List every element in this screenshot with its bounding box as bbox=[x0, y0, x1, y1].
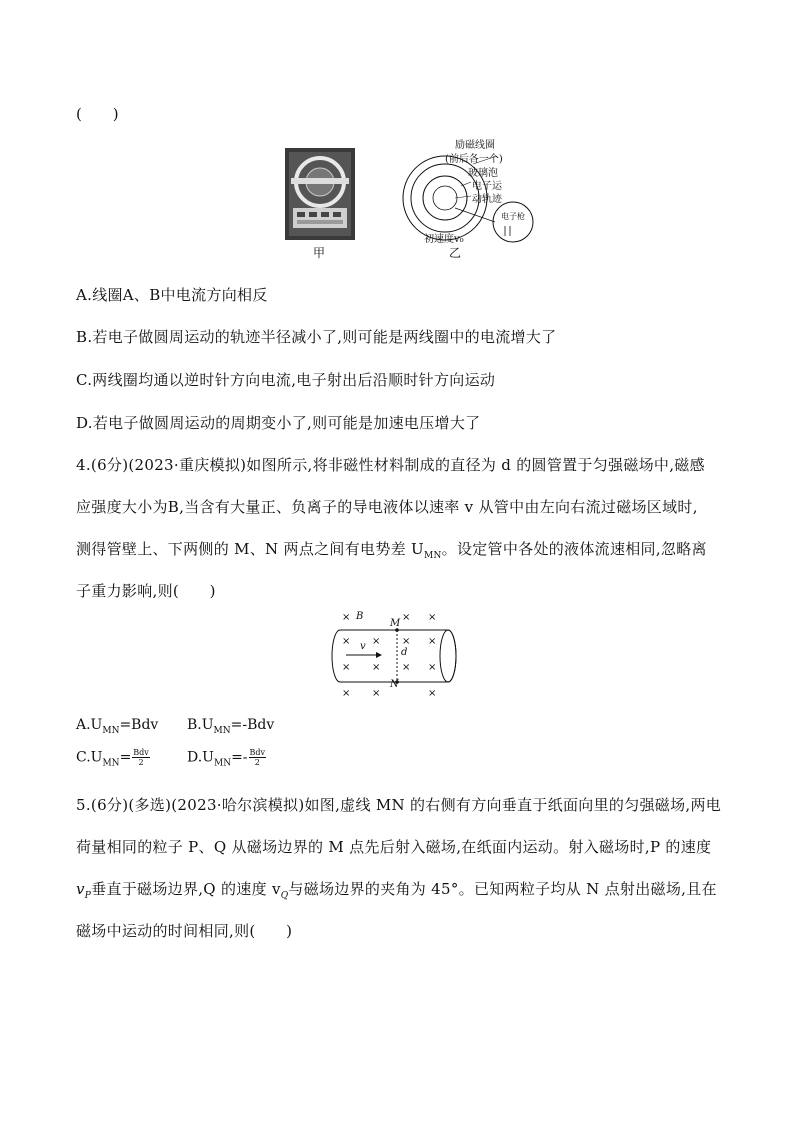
label-coil-note: (前后各一个) bbox=[445, 154, 503, 165]
q5-line3-vp: v bbox=[76, 880, 85, 898]
svg-text:×: × bbox=[402, 612, 411, 623]
label-bulb: 玻璃泡 bbox=[468, 168, 498, 179]
q4-option-c-tail: = bbox=[119, 749, 132, 766]
svg-text:×: × bbox=[428, 662, 437, 673]
fraction-numerator: Bdv bbox=[133, 748, 149, 757]
q4-option-d-text: D.U bbox=[187, 749, 214, 766]
fig-label-m: M bbox=[390, 618, 401, 629]
q5-stem-line-1: 5.(6分)(多选)(2023·哈尔滨模拟)如图,虚线 MN 的右侧有方向垂直于纸面向里的匀强磁场,两电 bbox=[76, 796, 722, 814]
svg-text:×: × bbox=[342, 688, 351, 699]
q4-option-c-sub: MN bbox=[102, 758, 120, 769]
fraction-denominator: 2 bbox=[138, 758, 144, 767]
label-gun: 电子枪 bbox=[501, 212, 525, 221]
apparatus-photo bbox=[285, 148, 355, 240]
q4-option-b-tail: =-Bdv bbox=[230, 717, 275, 733]
q4-option-b-text: B.U bbox=[187, 717, 214, 733]
label-track-2: 动轨迹 bbox=[472, 194, 502, 205]
q3-option-a: A.线圈A、B中电流方向相反 bbox=[76, 286, 268, 304]
svg-text:×: × bbox=[402, 636, 411, 647]
q4-option-b-sub: MN bbox=[213, 725, 231, 736]
q5-line3-mid: 垂直于磁场边界,Q 的速度 v bbox=[91, 880, 281, 898]
q4-stem-line-4: 子重力影响,则( ) bbox=[76, 582, 216, 600]
q4-option-c-fraction bbox=[132, 748, 150, 767]
q4-option-c-text: C.U bbox=[76, 749, 103, 766]
q4-line3-text: 测得管壁上、下两侧的 M、N 两点之间有电势差 U bbox=[76, 540, 424, 558]
q4-option-d bbox=[187, 748, 266, 768]
q4-stem-line-2: 应强度大小为B,当含有大量正、负离子的导电液体以速率 v 从管中由左向右流过磁场区域时, bbox=[76, 498, 698, 516]
fraction-numerator: Bdv bbox=[249, 748, 266, 757]
svg-text:×: × bbox=[402, 662, 411, 673]
q5-line3-tail: 与磁场边界的夹角为 45°。已知两粒子均从 N 点射出磁场,且在 bbox=[288, 880, 717, 898]
fig-label-d: d bbox=[401, 647, 408, 658]
fig-caption-yi: 乙 bbox=[449, 246, 462, 260]
q4-option-a-tail: =Bdv bbox=[119, 717, 159, 733]
q3-stem-tail: ( ) bbox=[76, 105, 119, 123]
q4-option-c bbox=[76, 748, 150, 768]
q4-line3-tail: 。设定管中各处的液体流速相同,忽略离 bbox=[441, 540, 707, 558]
fig-label-b: B bbox=[356, 611, 364, 622]
q4-option-a-text: A.U bbox=[76, 717, 103, 733]
q5-stem-line-4: 磁场中运动的时间相同,则( ) bbox=[76, 922, 293, 940]
fraction-denominator: 2 bbox=[254, 758, 260, 767]
svg-text:×: × bbox=[428, 636, 437, 647]
q4-option-d-sub: MN bbox=[213, 758, 232, 769]
q3-option-b: B.若电子做圆周运动的轨迹半径减小了,则可能是两线圈中的电流增大了 bbox=[76, 328, 557, 346]
label-coil: 励磁线圈 bbox=[455, 140, 495, 151]
fig-label-n: N bbox=[390, 679, 399, 690]
svg-text:×: × bbox=[342, 662, 351, 673]
q4-option-d-tail: =- bbox=[231, 749, 248, 766]
q4-line3-sub: MN bbox=[423, 551, 442, 561]
coil-schematic bbox=[395, 150, 535, 250]
q4-option-a-sub: MN bbox=[102, 725, 120, 736]
q5-line3-vq-sub: Q bbox=[280, 891, 289, 901]
q4-option-a bbox=[76, 717, 158, 736]
q5-stem-line-2: 荷量相同的粒子 P、Q 从磁场边界的 M 点先后射入磁场,在纸面内运动。射入磁场时,P 的速度 bbox=[76, 838, 712, 856]
svg-text:×: × bbox=[372, 662, 381, 673]
svg-text:×: × bbox=[342, 612, 351, 623]
q4-option-b bbox=[187, 717, 274, 736]
q5-line3-vp-sub: P bbox=[84, 891, 92, 901]
q3-option-c: C.两线圈均通以逆时针方向电流,电子射出后沿顺时针方向运动 bbox=[76, 371, 496, 389]
svg-text:×: × bbox=[342, 636, 351, 647]
svg-text:×: × bbox=[372, 636, 381, 647]
fig-caption-jia: 甲 bbox=[313, 246, 326, 260]
svg-text:×: × bbox=[372, 688, 381, 699]
svg-text:×: × bbox=[428, 688, 437, 699]
q3-option-d: D.若电子做圆周运动的周期变小了,则可能是加速电压增大了 bbox=[76, 414, 481, 432]
q4-stem-line-3 bbox=[76, 538, 707, 561]
q4-stem-line-1: 4.(6分)(2023·重庆模拟)如图所示,将非磁性材料制成的直径为 d 的圆管置于匀强磁场中,磁感 bbox=[76, 456, 705, 474]
q4-option-d-fraction bbox=[249, 748, 267, 767]
label-track-1: 电子运 bbox=[472, 181, 502, 192]
fig-label-v: v bbox=[360, 641, 366, 652]
svg-text:×: × bbox=[428, 612, 437, 623]
q5-stem-line-3 bbox=[76, 878, 717, 901]
label-v0: 初速度v₀ bbox=[424, 234, 464, 245]
